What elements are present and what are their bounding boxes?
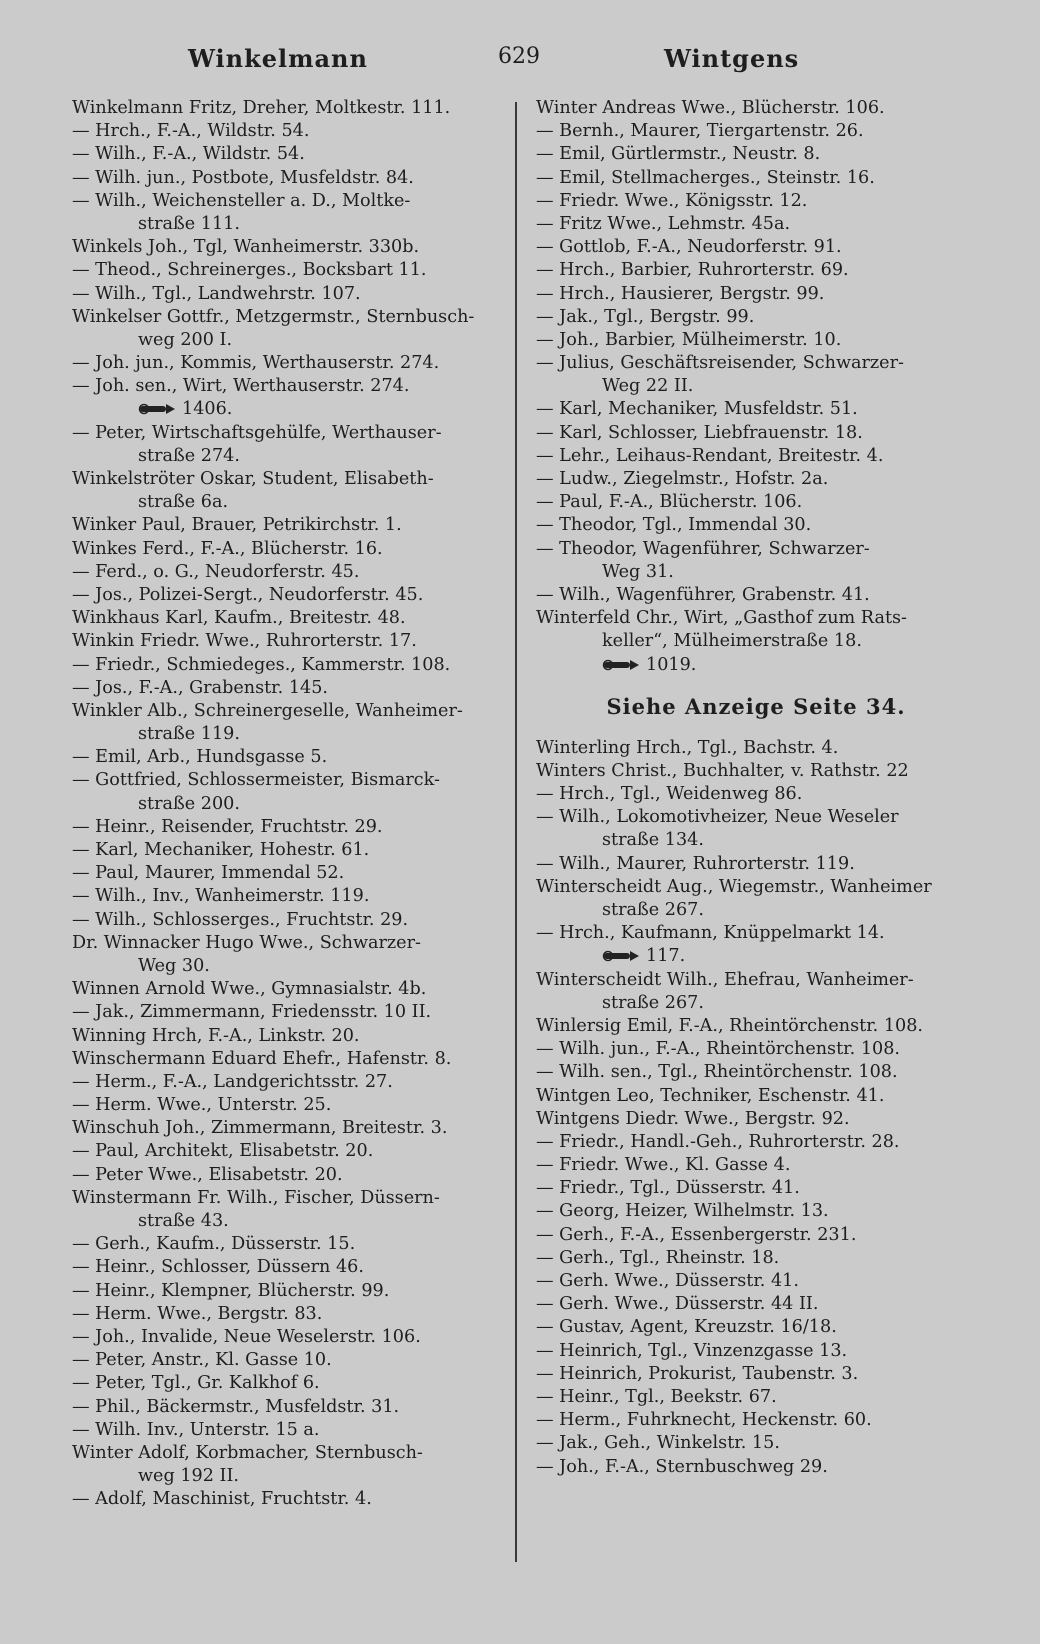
right-column bbox=[536, 97, 976, 1479]
entry-text: — Hrch., Barbier, Ruhrorterstr. 69. bbox=[536, 260, 849, 281]
entry-text: straße 6a. bbox=[138, 492, 229, 513]
directory-line bbox=[72, 769, 512, 792]
entry-text: — Wilh., F.-A., Wildstr. 54. bbox=[72, 144, 305, 165]
entry-text: Winter Adolf, Korbmacher, Sternbusch- bbox=[72, 1442, 423, 1463]
entry-text: — Hrch., F.-A., Wildstr. 54. bbox=[72, 121, 310, 142]
directory-line bbox=[536, 922, 976, 945]
entry-text: Winterscheidt Aug., Wiegemstr., Wanheimer bbox=[536, 876, 932, 897]
entry-text: Winschermann Eduard Ehefr., Hafenstr. 8. bbox=[72, 1048, 452, 1069]
directory-line bbox=[536, 630, 976, 653]
directory-line bbox=[536, 607, 976, 630]
entry-text: Dr. Winnacker Hugo Wwe., Schwarzer- bbox=[72, 932, 421, 953]
entry-text: — Friedr. Wwe., Kl. Gasse 4. bbox=[536, 1155, 791, 1176]
entry-text: straße 134. bbox=[602, 830, 704, 851]
directory-line bbox=[536, 538, 976, 561]
entry-text: weg 200 I. bbox=[138, 329, 233, 350]
directory-line bbox=[536, 1015, 976, 1038]
entry-text: — Herm., Fuhrknecht, Heckenstr. 60. bbox=[536, 1410, 872, 1431]
entry-text: — Peter, Wirtschaftsgehülfe, Werthauser- bbox=[72, 422, 442, 443]
entry-text: — Wilh. jun., F.-A., Rheintörchenstr. 108. bbox=[536, 1039, 900, 1060]
directory-line bbox=[72, 677, 512, 700]
entry-text: — Fritz Wwe., Lehmstr. 45a. bbox=[536, 213, 791, 234]
entry-text: Winschuh Joh., Zimmermann, Breitestr. 3. bbox=[72, 1118, 448, 1139]
directory-line bbox=[72, 932, 512, 955]
entry-text: — Adolf, Maschinist, Fruchtstr. 4. bbox=[72, 1489, 372, 1510]
directory-line bbox=[536, 120, 976, 143]
phone-number-entry bbox=[536, 945, 976, 968]
entry-text: Winkin Friedr. Wwe., Ruhrorterstr. 17. bbox=[72, 631, 417, 652]
entry-text: — Theodor, Tgl., Immendal 30. bbox=[536, 515, 812, 536]
phone-number-entry bbox=[536, 654, 976, 677]
entry-text: — Paul, Architekt, Elisabetstr. 20. bbox=[72, 1141, 374, 1162]
directory-line bbox=[536, 329, 976, 352]
directory-line bbox=[536, 1085, 976, 1108]
entry-text: weg 192 II. bbox=[138, 1466, 239, 1487]
telephone-icon bbox=[602, 950, 640, 962]
entry-text: — Joh., F.-A., Sternbuschweg 29. bbox=[536, 1456, 828, 1477]
directory-line bbox=[536, 398, 976, 421]
directory-line bbox=[72, 1303, 512, 1326]
directory-line bbox=[536, 1247, 976, 1270]
directory-line bbox=[72, 1326, 512, 1349]
entry-text: — Julius, Geschäftsreisender, Schwarzer- bbox=[536, 353, 904, 374]
entry-text: — Herm., F.-A., Landgerichtsstr. 27. bbox=[72, 1071, 393, 1092]
entry-text: — Phil., Bäckermstr., Musfeldstr. 31. bbox=[72, 1396, 400, 1417]
entry-text: Winkhaus Karl, Kaufm., Breitestr. 48. bbox=[72, 608, 406, 629]
entry-text: — Wilh. sen., Tgl., Rheintörchenstr. 108. bbox=[536, 1062, 898, 1083]
directory-line bbox=[72, 816, 512, 839]
directory-line bbox=[72, 1187, 512, 1210]
directory-line bbox=[72, 1025, 512, 1048]
directory-line bbox=[536, 283, 976, 306]
directory-line bbox=[536, 445, 976, 468]
directory-line bbox=[536, 1293, 976, 1316]
directory-line bbox=[536, 236, 976, 259]
entry-text: — Paul, Maurer, Immendal 52. bbox=[72, 863, 345, 884]
directory-line bbox=[536, 806, 976, 829]
directory-line bbox=[536, 375, 976, 398]
page-number: 629 bbox=[498, 44, 540, 69]
telephone-icon bbox=[138, 403, 176, 415]
entry-text: — Jos., Polizei-Sergt., Neudorferstr. 45. bbox=[72, 584, 424, 605]
entry-text: — Joh., Invalide, Neue Weselerstr. 106. bbox=[72, 1326, 421, 1347]
entry-text: Siehe Anzeige Seite 34. bbox=[606, 693, 906, 719]
entry-text: Winnen Arnold Wwe., Gymnasialstr. 4b. bbox=[72, 979, 427, 1000]
directory-line bbox=[72, 1210, 512, 1233]
directory-line bbox=[72, 120, 512, 143]
directory-line bbox=[72, 445, 512, 468]
entry-text: — Lehr., Leihaus-Rendant, Breitestr. 4. bbox=[536, 445, 884, 466]
directory-line bbox=[536, 853, 976, 876]
directory-line bbox=[536, 1270, 976, 1293]
entry-text: — Karl, Mechaniker, Musfeldstr. 51. bbox=[536, 399, 858, 420]
directory-line bbox=[536, 899, 976, 922]
entry-text: — Jak., Geh., Winkelstr. 15. bbox=[536, 1433, 780, 1454]
entry-text: — Theod., Schreinerges., Bocksbart 11. bbox=[72, 260, 427, 281]
entry-text: straße 43. bbox=[138, 1211, 229, 1231]
directory-line bbox=[72, 1372, 512, 1395]
directory-line bbox=[72, 584, 512, 607]
entry-text: — Ferd., o. G., Neudorferstr. 45. bbox=[72, 561, 360, 582]
entry-text: — Gustav, Agent, Kreuzstr. 16/18. bbox=[536, 1317, 837, 1338]
entry-text: Winkelser Gottfr., Metzgermstr., Sternbusch- bbox=[72, 306, 475, 327]
directory-line bbox=[72, 1256, 512, 1279]
entry-text: Winning Hrch, F.-A., Linkstr. 20. bbox=[72, 1025, 360, 1046]
entry-text: — Heinr., Tgl., Beekstr. 67. bbox=[536, 1386, 777, 1407]
entry-text: — Friedr., Schmiedeges., Kammerstr. 108. bbox=[72, 654, 451, 675]
page-header bbox=[70, 44, 1010, 80]
entry-text: Weg 31. bbox=[602, 561, 674, 582]
entry-text: 117. bbox=[646, 946, 686, 967]
directory-line bbox=[536, 783, 976, 806]
entry-text: Winters Christ., Buchhalter, v. Rathstr. 22 bbox=[536, 760, 909, 781]
directory-line bbox=[72, 283, 512, 306]
directory-line bbox=[72, 97, 512, 120]
entry-text: — Gottlob, F.-A., Neudorferstr. 91. bbox=[536, 237, 842, 258]
directory-line bbox=[72, 700, 512, 723]
directory-line bbox=[536, 306, 976, 329]
directory-line bbox=[72, 1001, 512, 1024]
entry-text: — Wilh. jun., Postbote, Musfeldstr. 84. bbox=[72, 167, 414, 188]
directory-line bbox=[536, 1409, 976, 1432]
directory-line bbox=[72, 468, 512, 491]
directory-line bbox=[72, 236, 512, 259]
entry-text: Winterfeld Chr., Wirt, „Gasthof zum Rats- bbox=[536, 608, 907, 629]
entry-text: — Gerh. Wwe., Düsserstr. 41. bbox=[536, 1271, 799, 1291]
entry-text: Winterscheidt Wilh., Ehefrau, Wanheimer- bbox=[536, 969, 914, 990]
entry-text: — Wilh., Weichensteller a. D., Moltke- bbox=[72, 190, 411, 211]
directory-line bbox=[536, 1038, 976, 1061]
entry-text: — Wilh., Tgl., Landwehrstr. 107. bbox=[72, 283, 361, 304]
entry-text: — Hrch., Hausierer, Bergstr. 99. bbox=[536, 283, 825, 304]
entry-text: straße 267. bbox=[602, 900, 704, 920]
entry-text: Winkelmann Fritz, Dreher, Moltkestr. 111. bbox=[72, 98, 451, 118]
entry-text: — Gerh., Kaufm., Düsserstr. 15. bbox=[72, 1234, 356, 1255]
directory-line bbox=[72, 329, 512, 352]
directory-line bbox=[536, 422, 976, 445]
entry-text: — Hrch., Tgl., Weidenweg 86. bbox=[536, 784, 803, 805]
directory-line bbox=[72, 1419, 512, 1442]
directory-line bbox=[72, 491, 512, 514]
entry-text: — Georg, Heizer, Wilhelmstr. 13. bbox=[536, 1201, 829, 1222]
entry-text: — Joh., Barbier, Mülheimerstr. 10. bbox=[536, 329, 842, 350]
directory-line bbox=[536, 969, 976, 992]
entry-text: — Gerh. Wwe., Düsserstr. 44 II. bbox=[536, 1294, 819, 1315]
directory-line bbox=[72, 1140, 512, 1163]
left-column bbox=[72, 97, 512, 1511]
entry-text: — Emil, Gürtlermstr., Neustr. 8. bbox=[536, 144, 821, 165]
directory-line bbox=[536, 1456, 976, 1479]
directory-line bbox=[536, 1224, 976, 1247]
directory-line bbox=[536, 1108, 976, 1131]
entry-text: Winkes Ferd., F.-A., Blücherstr. 16. bbox=[72, 538, 383, 559]
entry-text: straße 200. bbox=[138, 793, 240, 814]
entry-text: Winker Paul, Brauer, Petrikirchstr. 1. bbox=[72, 515, 402, 536]
entry-text: — Bernh., Maurer, Tiergartenstr. 26. bbox=[536, 121, 864, 142]
directory-line bbox=[536, 1432, 976, 1455]
directory-line bbox=[72, 259, 512, 282]
directory-line bbox=[536, 876, 976, 899]
directory-line bbox=[536, 167, 976, 190]
directory-line bbox=[536, 352, 976, 375]
entry-text: — Emil, Arb., Hundsgasse 5. bbox=[72, 747, 328, 768]
telephone-icon bbox=[602, 659, 640, 671]
directory-line bbox=[72, 885, 512, 908]
entry-text: — Ludw., Ziegelmstr., Hofstr. 2a. bbox=[536, 469, 829, 489]
directory-line bbox=[72, 1465, 512, 1488]
directory-line bbox=[536, 584, 976, 607]
directory-line bbox=[536, 992, 976, 1015]
entry-text: — Wilh., Inv., Wanheimerstr. 119. bbox=[72, 886, 370, 907]
entry-text: Wintgen Leo, Techniker, Eschenstr. 41. bbox=[536, 1085, 885, 1106]
entry-text: — Peter Wwe., Elisabetstr. 20. bbox=[72, 1164, 343, 1185]
entry-text: 1019. bbox=[646, 654, 697, 675]
directory-line bbox=[536, 97, 976, 120]
directory-line bbox=[536, 1363, 976, 1386]
entry-text: — Joh. sen., Wirt, Werthauserstr. 274. bbox=[72, 376, 410, 397]
entry-text: straße 111. bbox=[138, 213, 240, 234]
directory-line bbox=[72, 654, 512, 677]
directory-line bbox=[536, 259, 976, 282]
entry-text: — Paul, F.-A., Blücherstr. 106. bbox=[536, 492, 803, 513]
entry-text: straße 267. bbox=[602, 992, 704, 1013]
directory-line bbox=[72, 167, 512, 190]
directory-line bbox=[536, 491, 976, 514]
directory-line bbox=[536, 737, 976, 760]
entry-text: — Heinr., Klempner, Blücherstr. 99. bbox=[72, 1280, 390, 1301]
directory-line bbox=[536, 514, 976, 537]
directory-line bbox=[72, 143, 512, 166]
entry-text: — Peter, Tgl., Gr. Kalkhof 6. bbox=[72, 1373, 320, 1394]
directory-line bbox=[72, 1280, 512, 1303]
directory-line bbox=[72, 190, 512, 213]
entry-text: — Peter, Anstr., Kl. Gasse 10. bbox=[72, 1350, 332, 1371]
directory-line bbox=[72, 1164, 512, 1187]
phone-number-entry bbox=[72, 398, 512, 421]
entry-text: Winter Andreas Wwe., Blücherstr. 106. bbox=[536, 98, 885, 118]
entry-text: — Karl, Mechaniker, Hohestr. 61. bbox=[72, 840, 370, 860]
entry-text: Winterling Hrch., Tgl., Bachstr. 4. bbox=[536, 737, 839, 758]
directory-line bbox=[72, 1349, 512, 1372]
entry-text: Winkler Alb., Schreinergeselle, Wanheimer- bbox=[72, 700, 463, 721]
directory-line bbox=[72, 1442, 512, 1465]
directory-line bbox=[72, 1117, 512, 1140]
entry-text: — Wilh., Wagenführer, Grabenstr. 41. bbox=[536, 584, 870, 605]
entry-text: Winlersig Emil, F.-A., Rheintörchenstr. 108. bbox=[536, 1015, 924, 1036]
directory-line bbox=[536, 468, 976, 491]
directory-line bbox=[72, 306, 512, 329]
column-divider bbox=[515, 102, 517, 1562]
directory-line bbox=[536, 1316, 976, 1339]
entry-text: — Wilh. Inv., Unterstr. 15 a. bbox=[72, 1419, 320, 1440]
entry-text: — Gottfried, Schlossermeister, Bismarck- bbox=[72, 770, 440, 791]
entry-text: — Karl, Schlosser, Liebfrauenstr. 18. bbox=[536, 422, 863, 443]
entry-text: — Herm. Wwe., Unterstr. 25. bbox=[72, 1095, 332, 1116]
directory-line bbox=[72, 607, 512, 630]
directory-line bbox=[536, 561, 976, 584]
directory-line bbox=[72, 909, 512, 932]
directory-line bbox=[536, 760, 976, 783]
entry-text: Winstermann Fr. Wilh., Fischer, Düssern- bbox=[72, 1187, 440, 1208]
directory-line bbox=[536, 1340, 976, 1363]
entry-text: — Gerh., Tgl., Rheinstr. 18. bbox=[536, 1247, 780, 1268]
entry-text: — Herm. Wwe., Bergstr. 83. bbox=[72, 1303, 323, 1324]
entry-text: — Jos., F.-A., Grabenstr. 145. bbox=[72, 677, 329, 698]
directory-line bbox=[72, 1488, 512, 1511]
entry-text: — Wilh., Lokomotivheizer, Neue Weseler bbox=[536, 807, 899, 828]
entry-text: — Wilh., Maurer, Ruhrorterstr. 119. bbox=[536, 853, 855, 874]
entry-text: straße 119. bbox=[138, 724, 240, 745]
entry-text: — Heinr., Reisender, Fruchtstr. 29. bbox=[72, 816, 383, 837]
directory-line bbox=[72, 862, 512, 885]
directory-line bbox=[72, 1048, 512, 1071]
directory-line bbox=[72, 1071, 512, 1094]
directory-line bbox=[72, 955, 512, 978]
directory-line bbox=[536, 1131, 976, 1154]
entry-text: Weg 30. bbox=[138, 955, 210, 976]
directory-line bbox=[72, 375, 512, 398]
directory-line bbox=[72, 422, 512, 445]
directory-line bbox=[72, 723, 512, 746]
entry-text: 1406. bbox=[182, 399, 233, 420]
directory-line bbox=[536, 1386, 976, 1409]
entry-text: Wintgens Diedr. Wwe., Bergstr. 92. bbox=[536, 1108, 850, 1129]
entry-text: — Heinr., Schlosser, Düssern 46. bbox=[72, 1257, 364, 1278]
directory-line bbox=[72, 514, 512, 537]
directory-line bbox=[536, 1177, 976, 1200]
directory-line bbox=[72, 839, 512, 862]
header-first-name: Winkelmann bbox=[188, 44, 368, 73]
directory-line bbox=[72, 561, 512, 584]
entry-text: — Theodor, Wagenführer, Schwarzer- bbox=[536, 538, 870, 559]
entry-text: — Joh. jun., Kommis, Werthauserstr. 274. bbox=[72, 353, 440, 374]
directory-line bbox=[72, 1094, 512, 1117]
header-last-name: Wintgens bbox=[664, 44, 800, 73]
entry-text: — Heinrich, Prokurist, Taubenstr. 3. bbox=[536, 1363, 859, 1384]
directory-line bbox=[72, 213, 512, 236]
directory-line bbox=[536, 1061, 976, 1084]
directory-line bbox=[536, 1200, 976, 1223]
directory-line bbox=[536, 190, 976, 213]
directory-line bbox=[536, 1154, 976, 1177]
directory-line bbox=[72, 793, 512, 816]
entry-text: Weg 22 II. bbox=[602, 376, 694, 397]
entry-text: — Friedr., Handl.-Geh., Ruhrorterstr. 28. bbox=[536, 1131, 900, 1152]
directory-line bbox=[72, 630, 512, 653]
entry-text: straße 274. bbox=[138, 445, 240, 466]
entry-text: Winkelströter Oskar, Student, Elisabeth- bbox=[72, 469, 434, 489]
directory-line bbox=[72, 1396, 512, 1419]
entry-text: Winkels Joh., Tgl, Wanheimerstr. 330b. bbox=[72, 237, 420, 258]
entry-text: — Wilh., Schlosserges., Fruchtstr. 29. bbox=[72, 909, 409, 930]
entry-text: — Friedr. Wwe., Königsstr. 12. bbox=[536, 190, 808, 211]
directory-line bbox=[72, 352, 512, 375]
directory-line bbox=[72, 746, 512, 769]
directory-line bbox=[72, 1233, 512, 1256]
entry-text: — Friedr., Tgl., Düsserstr. 41. bbox=[536, 1178, 800, 1199]
entry-text: — Hrch., Kaufmann, Knüppelmarkt 14. bbox=[536, 923, 885, 944]
entry-text: — Emil, Stellmacherges., Steinstr. 16. bbox=[536, 167, 875, 188]
entry-text: keller“, Mülheimerstraße 18. bbox=[602, 631, 862, 652]
entry-text: — Jak., Zimmermann, Friedensstr. 10 II. bbox=[72, 1002, 432, 1023]
directory-line bbox=[536, 213, 976, 236]
directory-line bbox=[72, 538, 512, 561]
advertisement-notice bbox=[536, 677, 976, 737]
directory-line bbox=[536, 829, 976, 852]
entry-text: — Gerh., F.-A., Essenbergerstr. 231. bbox=[536, 1224, 857, 1245]
directory-line bbox=[536, 143, 976, 166]
entry-text: — Jak., Tgl., Bergstr. 99. bbox=[536, 306, 755, 327]
directory-line bbox=[72, 978, 512, 1001]
entry-text: — Heinrich, Tgl., Vinzenzgasse 13. bbox=[536, 1340, 848, 1361]
